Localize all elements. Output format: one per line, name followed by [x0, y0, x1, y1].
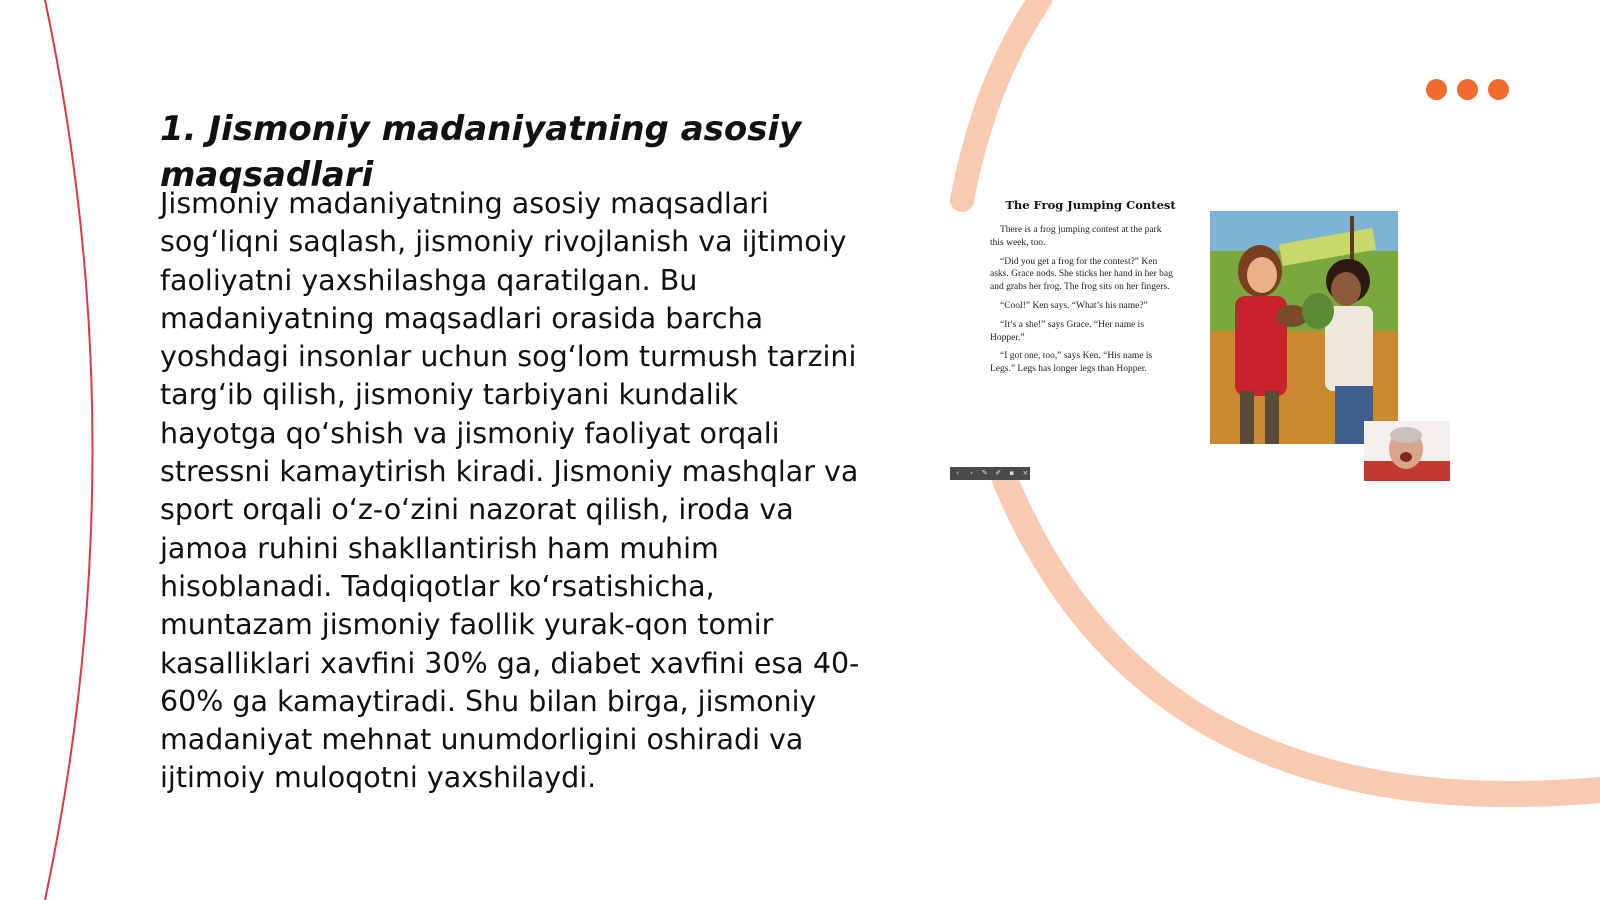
dot — [1488, 79, 1509, 100]
more-icon[interactable]: ▪ — [1009, 469, 1015, 477]
pen-icon[interactable]: ✎ — [981, 469, 988, 477]
lower-arc — [1005, 480, 1600, 794]
book-paragraph: “Cool!” Ken says. “What’s his name?” — [1000, 300, 1148, 311]
more-dots-icon[interactable] — [1426, 79, 1509, 100]
participant-video-thumbnail[interactable] — [1364, 421, 1450, 481]
upper-arc — [962, 0, 1040, 200]
book-paragraph: There is a frog jumping contest at the park this week, too. — [990, 225, 1162, 248]
book-paragraph: “I got one, too,” says Ken. “His name is Legs.” Legs has longer legs than Hopper. — [990, 351, 1153, 375]
book-paragraph: “Did you get a frog for the contest?” Ken asks. Grace nods. She sticks her hand in her bag and grabs her frog. The frog sits on her fingers. — [990, 256, 1173, 293]
next-icon[interactable]: › — [969, 469, 973, 477]
left-curve-line — [45, 0, 93, 900]
annotation-toolbar — [950, 467, 1030, 480]
prev-icon[interactable]: ‹ — [956, 469, 960, 477]
slide-body-text: Jismoniy madaniyatning asosiy maqsadlari sog‘liqni saqlash, jismoniy rivojlanish va ijtimoiy faoliyatni yaxshilashga qaratilgan. Bu madaniyatning maqsadlari orasida barcha yoshdagi insonlar uchun sog‘lom turmush tarzini targ‘ib qilish, jismoniy tarbiyani kundalik hayotga qo‘shish va jismoniy faoliyat orqali stressni kamaytirish kiradi. Jismoniy mashqlar va sport orqali o‘z-o‘zini nazorat qilish, iroda va jamoa ruhini shakllantirish ham muhim hisoblanadi. Tadqiqotlar ko‘rsatishicha, muntazam jismoniy faollik yurak-qon tomir kasalliklari xavfini 30% ga, diabet xavfini esa 40-60% ga kamaytiradi. Shu bilan birga, jismoniy madaniyat mehnat unumdorligini oshiradi va ijtimoiy muloqotni yaxshilaydi. — [160, 187, 860, 795]
children-holding-frogs-illustration — [1210, 211, 1398, 444]
close-icon[interactable]: × — [1022, 469, 1029, 477]
dot — [1457, 79, 1478, 100]
dot — [1426, 79, 1447, 100]
book-paragraph: “It’s a she!” says Grace. “Her name is Hopper.” — [990, 319, 1145, 343]
book-title: The Frog Jumping Contest — [1005, 198, 1176, 212]
highlighter-icon[interactable]: ✐ — [995, 469, 1002, 477]
slide-title: 1. Jismoniy madaniyatning asosiy maqsadlari — [160, 109, 802, 195]
embedded-book-page — [990, 198, 1190, 408]
